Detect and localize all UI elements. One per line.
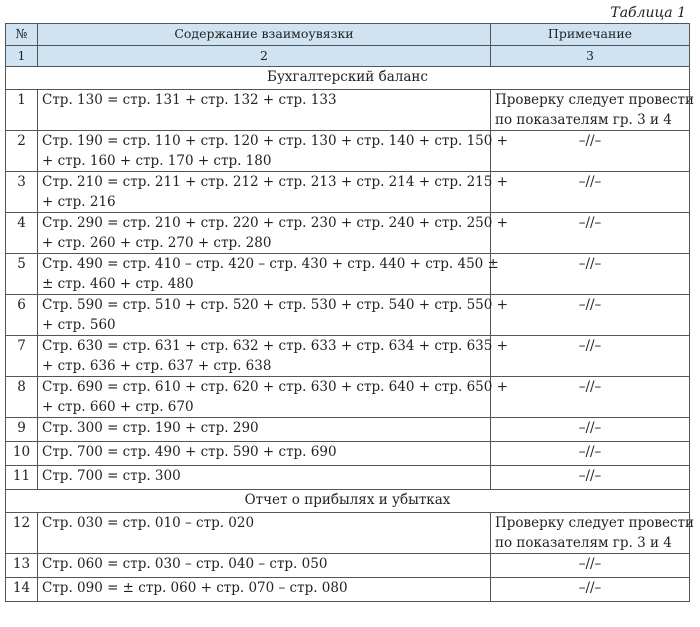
formula-line: Стр. 210 = стр. 211 + стр. 212 + стр. 213 + стр. 214 + стр. 215 +	[42, 174, 508, 190]
table-row	[6, 295, 690, 336]
header-note: Примечание	[491, 24, 690, 46]
column-number-3: 3	[491, 46, 690, 67]
note-line: –//–	[578, 174, 602, 190]
formula-line: Стр. 630 = стр. 631 + стр. 632 + стр. 633 + стр. 634 + стр. 635 +	[42, 338, 508, 354]
row-number: 2	[6, 131, 38, 172]
row-formula	[38, 513, 491, 554]
formula-line: + стр. 160 + стр. 170 + стр. 180	[42, 153, 272, 169]
formula-line: Стр. 190 = стр. 110 + стр. 120 + стр. 130 + стр. 140 + стр. 150 +	[42, 133, 508, 149]
table-row	[6, 213, 690, 254]
note-line: –//–	[578, 379, 602, 395]
row-formula	[38, 442, 491, 466]
row-note	[491, 295, 690, 336]
row-note	[491, 131, 690, 172]
row-formula	[38, 377, 508, 418]
section-row	[6, 490, 690, 513]
table-row	[6, 377, 690, 418]
header-content: Содержание взаимоувязки	[38, 24, 491, 46]
table-row	[6, 172, 690, 213]
row-note	[491, 254, 690, 295]
row-note	[491, 418, 690, 442]
formula-line: ± стр. 460 + стр. 480	[42, 276, 194, 292]
row-number: 1	[6, 90, 38, 131]
table-row	[6, 254, 690, 295]
formula-line: Стр. 090 = ± стр. 060 + стр. 070 – стр. 080	[42, 580, 348, 596]
row-note	[491, 554, 690, 578]
row-number: 10	[6, 442, 38, 466]
row-number: 12	[6, 513, 38, 554]
header-row	[6, 24, 690, 46]
row-number: 14	[6, 578, 38, 602]
formula-line: Стр. 700 = стр. 300	[42, 468, 181, 484]
row-note	[491, 172, 690, 213]
row-formula	[38, 172, 508, 213]
row-note	[491, 513, 694, 554]
note-line: –//–	[578, 444, 602, 460]
note-line: –//–	[578, 580, 602, 596]
row-formula	[38, 213, 508, 254]
table-row	[6, 90, 690, 131]
formula-line: Стр. 300 = стр. 190 + стр. 290	[42, 420, 259, 436]
formula-line: + стр. 636 + стр. 637 + стр. 638	[42, 358, 272, 374]
row-number: 5	[6, 254, 38, 295]
row-number: 6	[6, 295, 38, 336]
formula-line: Стр. 060 = стр. 030 – стр. 040 – стр. 050	[42, 556, 328, 572]
row-formula	[38, 554, 491, 578]
note-line: –//–	[578, 338, 602, 354]
table-row	[6, 466, 690, 490]
table-row	[6, 578, 690, 602]
section-title: Отчет о прибылях и убытках	[6, 490, 690, 513]
row-formula	[38, 418, 491, 442]
row-note	[491, 466, 690, 490]
row-number: 13	[6, 554, 38, 578]
row-number: 8	[6, 377, 38, 418]
formula-line: Стр. 490 = стр. 410 – стр. 420 – стр. 430 + стр. 440 + стр. 450 ±	[42, 256, 499, 272]
section-row	[6, 67, 690, 90]
formula-line: Стр. 030 = стр. 010 – стр. 020	[42, 515, 255, 531]
note-line: Проверку следует провести	[495, 92, 694, 108]
row-note	[491, 377, 690, 418]
table-row	[6, 336, 690, 377]
formula-line: + стр. 660 + стр. 670	[42, 399, 194, 415]
table-row	[6, 442, 690, 466]
column-number-row	[6, 46, 690, 67]
row-note	[491, 442, 690, 466]
note-line: –//–	[578, 133, 602, 149]
note-line: по показателям гр. 3 и 4	[495, 535, 672, 551]
section-title: Бухгалтерский баланс	[6, 67, 690, 90]
formula-line: Стр. 690 = стр. 610 + стр. 620 + стр. 630 + стр. 640 + стр. 650 +	[42, 379, 508, 395]
table-body	[6, 67, 694, 602]
row-formula	[38, 254, 499, 295]
note-line: –//–	[578, 297, 602, 313]
row-note	[491, 90, 694, 131]
note-line: –//–	[578, 420, 602, 436]
row-number: 3	[6, 172, 38, 213]
table-row	[6, 418, 690, 442]
row-note	[491, 213, 690, 254]
row-note	[491, 578, 690, 602]
formula-line: + стр. 260 + стр. 270 + стр. 280	[42, 235, 272, 251]
row-number: 11	[6, 466, 38, 490]
header-number: №	[6, 24, 38, 46]
row-number: 9	[6, 418, 38, 442]
note-line: –//–	[578, 256, 602, 272]
formula-line: Стр. 130 = стр. 131 + стр. 132 + стр. 133	[42, 92, 337, 108]
row-formula	[38, 131, 508, 172]
table-caption: Таблица 1	[610, 5, 686, 21]
formula-line: Стр. 700 = стр. 490 + стр. 590 + стр. 690	[42, 444, 337, 460]
table-row	[6, 513, 690, 554]
column-number-1: 1	[6, 46, 38, 67]
formula-line: + стр. 216	[42, 194, 116, 210]
note-line: –//–	[578, 468, 602, 484]
note-line: Проверку следует провести	[495, 515, 694, 531]
table-row	[6, 131, 690, 172]
row-number: 4	[6, 213, 38, 254]
row-formula	[38, 466, 491, 490]
row-formula	[38, 336, 508, 377]
formula-line: Стр. 290 = стр. 210 + стр. 220 + стр. 230 + стр. 240 + стр. 250 +	[42, 215, 508, 231]
row-formula	[38, 578, 491, 602]
note-line: –//–	[578, 556, 602, 572]
row-formula	[38, 295, 508, 336]
reconciliation-table	[5, 23, 694, 602]
note-line: по показателям гр. 3 и 4	[495, 112, 672, 128]
note-line: –//–	[578, 215, 602, 231]
row-note	[491, 336, 690, 377]
column-number-2: 2	[38, 46, 491, 67]
formula-line: + стр. 560	[42, 317, 116, 333]
formula-line: Стр. 590 = стр. 510 + стр. 520 + стр. 530 + стр. 540 + стр. 550 +	[42, 297, 508, 313]
row-formula	[38, 90, 491, 131]
table-row	[6, 554, 690, 578]
row-number: 7	[6, 336, 38, 377]
